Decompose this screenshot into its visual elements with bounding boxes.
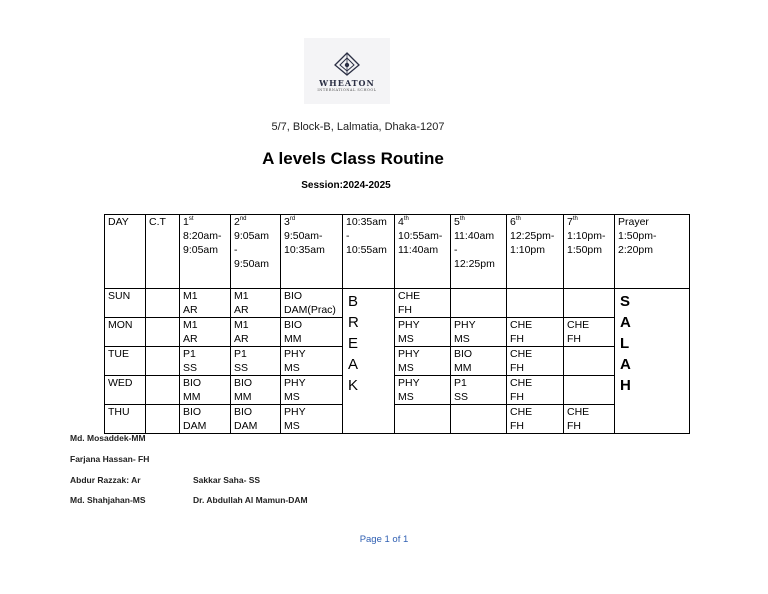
teacher-code: MS	[398, 333, 414, 345]
teacher-code: AR	[234, 333, 249, 345]
column-label: C.T	[149, 216, 166, 228]
period-time: 10:35am	[346, 216, 387, 228]
day-label: WED	[108, 377, 133, 389]
day-cell	[105, 376, 146, 405]
subject: CHE	[567, 406, 590, 418]
teacher-code: FH	[510, 333, 524, 345]
ordinal-number: 2	[234, 216, 240, 228]
ct-cell	[146, 289, 180, 318]
class-cell	[231, 318, 281, 347]
ct-cell	[146, 347, 180, 376]
period-ordinal	[567, 215, 611, 229]
subject: PHY	[398, 348, 420, 360]
subject: P1	[183, 348, 196, 360]
period-time: 12:25pm-	[510, 230, 555, 242]
teacher-code: AR	[183, 333, 198, 345]
ordinal-suffix: th	[403, 215, 409, 222]
class-cell	[281, 405, 343, 434]
salah-letter: A	[620, 356, 631, 373]
teacher-code: FH	[567, 420, 581, 432]
table-row	[105, 376, 690, 405]
period-time: 10:55am-	[398, 230, 443, 242]
ordinal-suffix: st	[188, 215, 194, 222]
class-cell	[564, 289, 615, 318]
salah-letter: L	[620, 335, 630, 352]
teacher-code: MS	[398, 391, 414, 403]
break-letter: B	[348, 293, 359, 310]
class-cell	[507, 347, 564, 376]
class-cell	[180, 376, 231, 405]
teacher-code: DAM	[234, 420, 258, 432]
salah-letter: H	[620, 377, 631, 394]
subject: M1	[183, 319, 198, 331]
subject: CHE	[510, 406, 533, 418]
class-cell	[395, 347, 451, 376]
teacher-code: SS	[234, 362, 249, 374]
period-time: 9:05am	[183, 244, 219, 256]
period-ordinal	[454, 215, 503, 229]
class-cell	[281, 347, 343, 376]
column-header	[231, 215, 281, 289]
subject: BIO	[234, 377, 253, 389]
teacher-code: FH	[510, 420, 524, 432]
column-header	[564, 215, 615, 289]
teacher-code: SS	[183, 362, 198, 374]
teacher-entry: Farjana Hassan- FH	[70, 454, 150, 464]
subject: PHY	[398, 377, 420, 389]
subject: BIO	[183, 377, 202, 389]
class-cell	[564, 376, 615, 405]
ordinal-number: 3	[284, 216, 290, 228]
teacher-code: MS	[454, 333, 470, 345]
class-cell	[451, 405, 507, 434]
subject: BIO	[454, 348, 473, 360]
teacher-code: MS	[284, 391, 300, 403]
subject: PHY	[454, 319, 476, 331]
ordinal-suffix: nd	[239, 215, 247, 222]
day-label: SUN	[108, 290, 131, 302]
column-header	[343, 215, 395, 289]
subject: PHY	[284, 348, 306, 360]
class-cell	[507, 289, 564, 318]
ordinal-number: 5	[454, 216, 460, 228]
subject: CHE	[510, 377, 533, 389]
period-time: 2:20pm	[618, 244, 654, 256]
day-label: THU	[108, 406, 130, 418]
subject: CHE	[510, 319, 533, 331]
teacher-code: DAM(Prac)	[284, 304, 336, 316]
teacher-code: MM	[284, 333, 302, 345]
class-cell	[564, 347, 615, 376]
period-time: 9:05am	[234, 230, 270, 242]
period-ordinal	[234, 215, 277, 229]
column-header	[146, 215, 180, 289]
page-number: Page 1 of 1	[359, 534, 409, 545]
column-header	[451, 215, 507, 289]
session-label: Session:2024-2025	[301, 180, 391, 191]
subject: CHE	[398, 290, 421, 302]
period-time: 9:50am	[234, 258, 270, 270]
ordinal-suffix: th	[459, 215, 465, 222]
school-logo	[304, 38, 390, 104]
class-cell	[564, 405, 615, 434]
period-time: 10:35am	[284, 244, 325, 256]
column-label: Prayer	[618, 216, 649, 228]
class-cell	[451, 289, 507, 318]
class-cell	[281, 289, 343, 318]
period-time: 1:50pm	[567, 244, 603, 256]
ct-cell	[146, 318, 180, 347]
teacher-code: FH	[510, 391, 524, 403]
break-letter: K	[348, 377, 359, 394]
teacher-code: FH	[398, 304, 412, 316]
class-cell	[231, 376, 281, 405]
subject: CHE	[510, 348, 533, 360]
logo-title: WHEATON	[319, 77, 375, 88]
break-letter: E	[348, 335, 359, 352]
teacher-entry: Md. Mosaddek-MM	[70, 433, 146, 443]
table-row	[105, 318, 690, 347]
class-cell	[564, 318, 615, 347]
column-header	[507, 215, 564, 289]
subject: BIO	[284, 319, 303, 331]
class-cell	[507, 318, 564, 347]
salah-letter: S	[620, 293, 631, 310]
period-ordinal	[510, 215, 560, 229]
teacher-code: FH	[567, 333, 581, 345]
teacher-code: MS	[284, 362, 300, 374]
column-header	[105, 215, 146, 289]
class-cell	[507, 376, 564, 405]
day-label: MON	[108, 319, 133, 331]
class-routine-table	[104, 214, 690, 434]
school-crest-icon	[332, 51, 362, 77]
day-cell	[105, 405, 146, 434]
teacher-entry: Abdur Razzak: Ar	[70, 475, 141, 485]
column-header	[180, 215, 231, 289]
class-cell	[395, 318, 451, 347]
header-row	[105, 215, 690, 289]
ordinal-suffix: th	[572, 215, 578, 222]
subject: BIO	[284, 290, 303, 302]
ordinal-number: 1	[183, 216, 189, 228]
class-cell	[231, 405, 281, 434]
period-ordinal	[398, 215, 447, 229]
class-cell	[451, 376, 507, 405]
period-time: 1:10pm	[510, 244, 546, 256]
teacher-code: MM	[234, 391, 252, 403]
period-time: 1:10pm-	[567, 230, 606, 242]
period-time: 11:40am	[398, 244, 439, 256]
break-column	[343, 289, 395, 434]
table-row	[105, 405, 690, 434]
subject: BIO	[234, 406, 253, 418]
salah-column	[615, 289, 690, 434]
period-ordinal	[284, 215, 339, 229]
period-time: 11:40am	[454, 230, 495, 242]
ordinal-number: 7	[567, 216, 573, 228]
teacher-code: MM	[183, 391, 201, 403]
day-label: TUE	[108, 348, 129, 360]
ordinal-suffix: th	[515, 215, 521, 222]
period-time: 9:50am-	[284, 230, 323, 242]
table-row	[105, 289, 690, 318]
salah-letter: A	[620, 314, 631, 331]
class-cell	[451, 318, 507, 347]
class-cell	[395, 289, 451, 318]
subject: M1	[183, 290, 198, 302]
subject: PHY	[398, 319, 420, 331]
teacher-code: DAM	[183, 420, 207, 432]
period-time: -	[454, 244, 458, 256]
break-letter: A	[348, 356, 359, 373]
column-header	[615, 215, 690, 289]
logo-subtitle: INTERNATIONAL SCHOOL	[317, 87, 377, 92]
class-cell	[395, 405, 451, 434]
subject: M1	[234, 290, 249, 302]
table-row	[105, 347, 690, 376]
class-cell	[180, 318, 231, 347]
class-cell	[180, 289, 231, 318]
class-cell	[395, 376, 451, 405]
subject: CHE	[567, 319, 590, 331]
break-letter: R	[348, 314, 359, 331]
period-time: -	[234, 244, 238, 256]
period-time: 1:50pm-	[618, 230, 657, 242]
class-cell	[451, 347, 507, 376]
class-cell	[507, 405, 564, 434]
subject: M1	[234, 319, 249, 331]
subject: PHY	[284, 377, 306, 389]
teacher-code: MM	[454, 362, 472, 374]
class-cell	[180, 347, 231, 376]
teacher-code: FH	[510, 362, 524, 374]
ordinal-number: 4	[398, 216, 404, 228]
period-ordinal	[183, 215, 227, 229]
ct-cell	[146, 376, 180, 405]
page-title: A levels Class Routine	[262, 149, 444, 168]
subject: PHY	[284, 406, 306, 418]
column-header	[281, 215, 343, 289]
subject: P1	[454, 377, 467, 389]
class-cell	[281, 376, 343, 405]
ct-cell	[146, 405, 180, 434]
day-cell	[105, 318, 146, 347]
day-cell	[105, 347, 146, 376]
teacher-code: MS	[284, 420, 300, 432]
teacher-code: SS	[454, 391, 469, 403]
teacher-entry: Sakkar Saha- SS	[193, 475, 261, 485]
teacher-code: MS	[398, 362, 414, 374]
class-cell	[180, 405, 231, 434]
ordinal-number: 6	[510, 216, 516, 228]
day-cell	[105, 289, 146, 318]
teacher-code: AR	[234, 304, 249, 316]
period-time: 12:25pm	[454, 258, 495, 270]
teacher-entry: Md. Shahjahan-MS	[70, 495, 146, 505]
ordinal-suffix: rd	[289, 215, 296, 222]
period-time: 10:55am	[346, 244, 387, 256]
class-cell	[231, 347, 281, 376]
teacher-code: AR	[183, 304, 198, 316]
teacher-entry: Dr. Abdullah Al Mamun-DAM	[193, 495, 308, 505]
subject: P1	[234, 348, 247, 360]
column-header	[395, 215, 451, 289]
class-cell	[281, 318, 343, 347]
class-cell	[231, 289, 281, 318]
subject: BIO	[183, 406, 202, 418]
period-time: -	[346, 230, 350, 242]
column-label: DAY	[108, 216, 129, 228]
school-address: 5/7, Block-B, Lalmatia, Dhaka-1207	[271, 121, 445, 133]
period-time: 8:20am-	[183, 230, 222, 242]
